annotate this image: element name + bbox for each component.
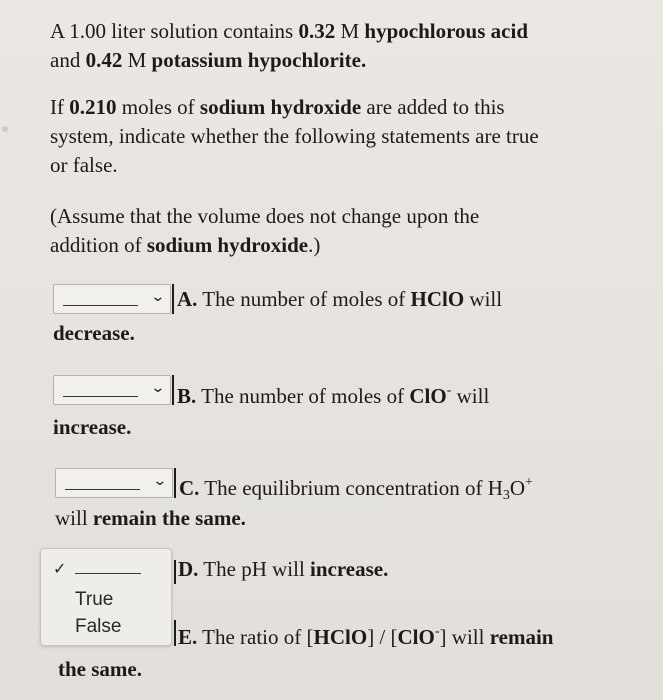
divider: [174, 620, 176, 646]
statement-c-text: C. The equilibrium concentration of $H_3O^+$: [179, 475, 533, 503]
chevron-down-icon: ⌄: [150, 380, 166, 396]
statement-e-text: E. The ratio of [HClO] / [ClO-] will remain: [178, 624, 554, 649]
divider: [172, 284, 174, 314]
checkmark-icon: ✓: [53, 559, 67, 578]
option-blank[interactable]: [75, 573, 141, 574]
dropdown-statement-a[interactable]: [53, 284, 171, 314]
intro-line-1: A 1.00 liter solution contains 0.32 M hypochlorous acid: [50, 19, 528, 43]
dropdown-statement-c[interactable]: [55, 468, 173, 498]
statement-c-continuation: will remain the same.: [55, 506, 246, 530]
statement-b-continuation: increase.: [53, 415, 132, 439]
statement-a-text: A. The number of moles of HClO will: [177, 287, 503, 311]
prompt-line-1: If 0.210 moles of sodium hydroxide are added to this: [50, 95, 505, 119]
assume-line-1: (Assume that the volume does not change upon the: [50, 204, 480, 228]
chevron-down-icon: ⌄: [152, 473, 168, 489]
margin-dot: [2, 126, 8, 132]
statement-e-continuation: the same.: [58, 657, 142, 681]
option-false[interactable]: False: [75, 616, 122, 637]
dropdown-statement-b[interactable]: [53, 375, 171, 405]
prompt-line-2: system, indicate whether the following statements are true: [50, 124, 539, 148]
chevron-down-icon: ⌄: [150, 289, 166, 305]
dropdown-blank: [63, 396, 138, 397]
divider: [172, 375, 174, 405]
option-true[interactable]: True: [75, 589, 114, 610]
assume-line-2: addition of sodium hydroxide.): [50, 233, 321, 257]
statement-a-continuation: decrease.: [53, 321, 135, 345]
statement-d-text: D. The pH will increase.: [178, 557, 389, 581]
divider: [174, 560, 176, 584]
divider: [174, 468, 176, 498]
dropdown-statement-d-menu[interactable]: [40, 548, 172, 646]
statement-b-text: B. The number of moles of ClO- will: [177, 383, 490, 408]
intro-line-2: and 0.42 M potassium hypochlorite.: [50, 48, 367, 72]
prompt-line-3: or false.: [50, 153, 118, 177]
dropdown-blank: [63, 305, 138, 306]
dropdown-blank: [65, 489, 140, 490]
